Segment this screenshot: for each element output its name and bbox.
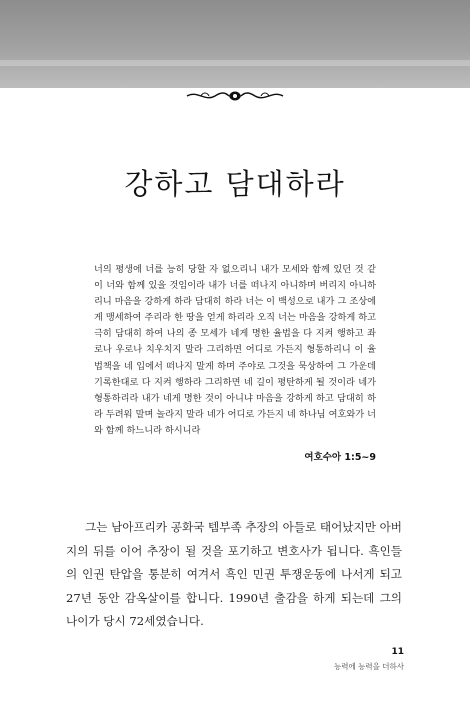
running-title: 능력에 능력을 더하사	[334, 662, 404, 671]
header-band	[0, 0, 470, 88]
scripture-text: 너의 평생에 너를 능히 당할 자 없으리니 내가 모세와 함께 있던 것 같이 너와 함께 있을 것임이라 내가 너를 떠나지 아니하며 버리지 아니하리니 마음을 강하게 하라 담대히 하라 너는 이 백성으로 내가 그 조상에게 맹세하여 주리라 한 땅을 얻게 하리라 오직 너는 마음을 강하게 하고 극히 담대히 하여 나의 종 모세가 네게 명한 율법을 다 지켜 행하고 좌로나 우로나 치우치지 말라 그리하면 어디로 가든지 형통하리니 이 율법책을 네 입에서 떠나지 말게 하며 주야로 그것을 묵상하여 그 가운데 기록한대로 다 지켜 행하라 그리하면 네 길이 평탄하게 될 것이라 네가 형통하리라 내가 네게 명한 것이 아니냐 마음을 강하게 하고 담대히 하라 두려워 말며 놀라지 말라 네가 어디로 가든지 네 하나님 여호와가 너와 함께 하느니라 하시니라	[94, 264, 376, 436]
page-number: 11	[391, 647, 404, 657]
body-paragraph	[66, 516, 402, 634]
ornament-divider-icon	[185, 88, 285, 104]
body-text: 그는 남아프리카 공화국 템부족 추장의 아들로 태어났지만 아버지의 뒤를 이어 추장이 될 것을 포기하고 변호사가 됩니다. 흑인들의 인권 탄압을 통분히 여겨서 흑인 민권 투쟁운동에 나서게 되고 27년 동안 감옥살이를 합니다. 1990년 출감을 하게 되는데 그의 나이가 당시 72세였습니다.	[66, 520, 402, 628]
scripture-passage	[94, 262, 376, 439]
page-title: 강하고 담대하라	[124, 167, 346, 201]
scripture-citation: 여호수아 1:5~9	[304, 452, 376, 463]
